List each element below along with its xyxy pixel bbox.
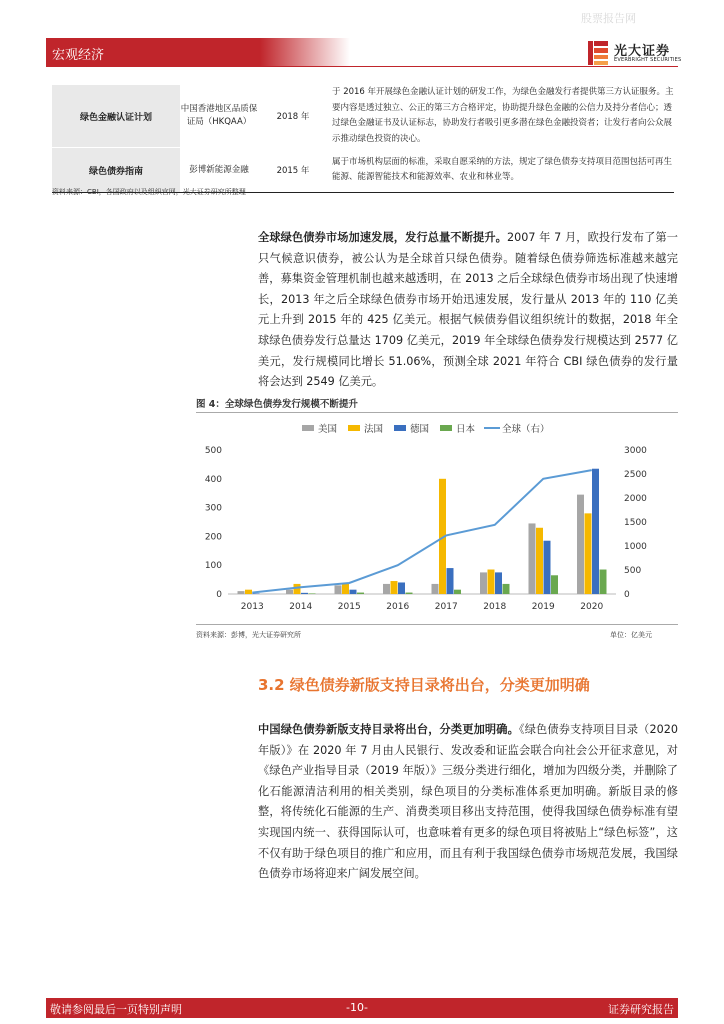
- section-title: 3.2 绿色债券新版支持目录将出台，分类更加明确: [258, 676, 590, 694]
- bar-德国: [398, 582, 405, 594]
- bar-德国: [253, 593, 260, 594]
- table-cell-issuer: 中国香港地区品质保证局（HKQAA）: [180, 85, 258, 148]
- x-tick-label: 2016: [386, 602, 410, 612]
- bar-德国: [495, 572, 502, 594]
- header-rule: [46, 66, 678, 67]
- bar-日本: [503, 584, 510, 594]
- paragraph-lead: 中国绿色债券新版支持目录将出台，分类更加明确。: [258, 723, 519, 736]
- y-right-tick-label: 500: [624, 566, 642, 576]
- figure-unit: 单位：亿美元: [610, 631, 652, 639]
- bar-德国: [301, 593, 308, 594]
- figure-source: 资料来源：彭博，光大证券研究所: [196, 631, 301, 639]
- bar-美国: [529, 523, 536, 594]
- green-bond-chart: [196, 414, 678, 622]
- x-tick-label: 2014: [289, 602, 313, 612]
- footer-disclaimer-link[interactable]: 敬请参阅最后一页特别声明: [50, 1003, 182, 1016]
- y-left-tick-label: 500: [204, 446, 222, 456]
- page-number: -10-: [346, 1001, 368, 1014]
- bar-美国: [577, 495, 584, 594]
- brand-name: 光大证券: [614, 44, 671, 59]
- table-row: [52, 148, 674, 193]
- bar-美国: [335, 585, 342, 594]
- table-cell-year: 2018 年: [258, 85, 328, 148]
- x-tick-label: 2018: [483, 602, 507, 612]
- x-tick-label: 2013: [240, 602, 264, 612]
- figure-top-rule: [196, 412, 678, 413]
- standards-table: [52, 84, 674, 193]
- bar-法国: [488, 570, 495, 594]
- x-tick-label: 2015: [337, 602, 361, 612]
- y-left-tick-label: 200: [204, 532, 222, 543]
- bar-法国: [245, 590, 252, 594]
- figure-title: 图 4：全球绿色债券发行规模不断提升: [196, 399, 358, 410]
- y-right-tick-label: 1500: [624, 518, 647, 528]
- legend-swatch-日本: [440, 425, 452, 431]
- table-source: 资料来源：CBI，各国政府以及组织官网，光大证券研究所整理: [52, 188, 246, 196]
- footer-report-type: 证券研究报告: [608, 1003, 674, 1016]
- legend-swatch-美国: [302, 425, 314, 431]
- bar-美国: [286, 590, 293, 594]
- x-tick-label: 2017: [434, 602, 458, 612]
- paragraph-global-market: [258, 228, 678, 393]
- bar-美国: [480, 572, 487, 594]
- bar-日本: [309, 593, 316, 594]
- table-row: [52, 85, 674, 148]
- bar-日本: [357, 593, 364, 594]
- paragraph-lead: 全球绿色债券市场加速发展，发行总量不断提升。: [258, 231, 507, 244]
- figure-bottom-rule: [196, 624, 678, 625]
- y-right-tick-label: 0: [624, 590, 630, 600]
- legend-label: 德国: [410, 424, 430, 435]
- bar-德国: [592, 469, 599, 594]
- y-left-tick-label: 400: [204, 474, 222, 485]
- legend-label: 法国: [364, 424, 384, 435]
- bar-德国: [350, 590, 357, 594]
- bar-美国: [383, 584, 390, 594]
- legend-label: 全球（右）: [502, 424, 550, 435]
- legend-swatch-德国: [394, 425, 406, 431]
- brand-name-en: EVERBRIGHT SECURITIES: [614, 57, 682, 63]
- legend-label: 日本: [456, 424, 476, 435]
- legend-label: 美国: [318, 424, 338, 435]
- bar-法国: [342, 584, 349, 594]
- bar-德国: [447, 568, 454, 594]
- y-left-tick-label: 0: [216, 590, 222, 600]
- bar-美国: [238, 591, 245, 594]
- bar-美国: [432, 584, 439, 594]
- bar-法国: [585, 513, 592, 594]
- table-cell-issuer: 彭博新能源金融: [180, 148, 258, 193]
- header-band: [46, 38, 260, 66]
- y-right-tick-label: 2500: [624, 470, 647, 480]
- header-fade: [260, 38, 350, 66]
- header-section: 宏观经济: [52, 48, 105, 63]
- y-right-tick-label: 3000: [624, 446, 647, 456]
- y-left-tick-label: 100: [204, 561, 222, 572]
- legend-swatch-法国: [348, 425, 360, 431]
- paragraph-body: 《绿色债券支持项目目录（2020 年版）》在 2020 年 7 月由人民银行、发改委和证监会联合向社会公开征求意见，对《绿色产业指导目录（2019 年版）》三级分类进行细化，增加为四级分类，并删除了化石能源清洁利用的相关类别，绿色项目的分类标准体系更加明确。新版目录的修整，将传统化石能源的生产、消费类项目移出支持范围，使得我国绿色债券标准有望实现国内统一、获得国际认可，也意味着有更多的绿色项目将被贴上“绿色标签”，这不仅有助于绿色项目的推广和应用，而且有利于我国绿色债券市场规范发展，我国绿色债券市场将迎来广阔发展空间。: [258, 723, 678, 881]
- y-right-tick-label: 2000: [624, 494, 647, 504]
- bar-德国: [544, 541, 551, 594]
- bar-日本: [406, 593, 413, 594]
- x-tick-label: 2020: [580, 602, 604, 612]
- bar-法国: [391, 581, 398, 594]
- table-cell-year: 2015 年: [258, 148, 328, 193]
- watermark: 股票报告网: [581, 12, 636, 25]
- paragraph-new-catalog: [258, 720, 678, 885]
- table-cell-name: 绿色金融认证计划: [52, 85, 180, 148]
- table-cell-desc: 属于市场机构层面的标准，采取自愿采纳的方法，规定了绿色债券支持项目范围包括可再生能源、能源智能技术和能源效率、农业和林业等。: [328, 148, 674, 193]
- y-left-tick-label: 300: [204, 503, 222, 514]
- table-cell-desc: 于 2016 年开展绿色金融认证计划的研发工作，为绿色金融发行者提供第三方认证服务。主要内容是透过独立、公正的第三方合格评定，协助提升绿色金融的公信力及持分者信心；透过绿色金融证书及认证标志，协助发行者吸引更多潜在绿色金融投资者；让发行者向公众展示推动绿色投资的决心。: [328, 85, 674, 148]
- y-right-tick-label: 1000: [624, 542, 647, 552]
- paragraph-body: 2007 年 7 月，欧投行发布了第一只气候意识债券，被公认为是全球首只绿色债券。随着绿色债券筛选标准越来越完善，募集资金管理机制也越来越透明，在 2013 之后全球绿色债券市场出现了快速增长，2013 年之后全球绿色债券市场开始迅速发展，发行量从 2013 年的 110 亿美元上升到 2015 年的 425 亿美元。根据气候债券倡议组织统计的数据，2018 年全球绿色债券发行总量达 1709 亿美元，2019 年全球绿色债券发行规模达到 2577 亿美元，发行规模同比增长 51.06%，预测全球 2021 年符合 CBI 绿色债券的发行量将会达到 2549 亿美元。: [258, 231, 678, 389]
- bar-日本: [551, 575, 558, 594]
- bar-日本: [600, 570, 607, 594]
- footer-band: [46, 998, 678, 1018]
- bar-法国: [536, 528, 543, 594]
- bar-日本: [454, 590, 461, 594]
- table-cell-name: 绿色债券指南: [52, 148, 180, 193]
- x-tick-label: 2019: [531, 602, 555, 612]
